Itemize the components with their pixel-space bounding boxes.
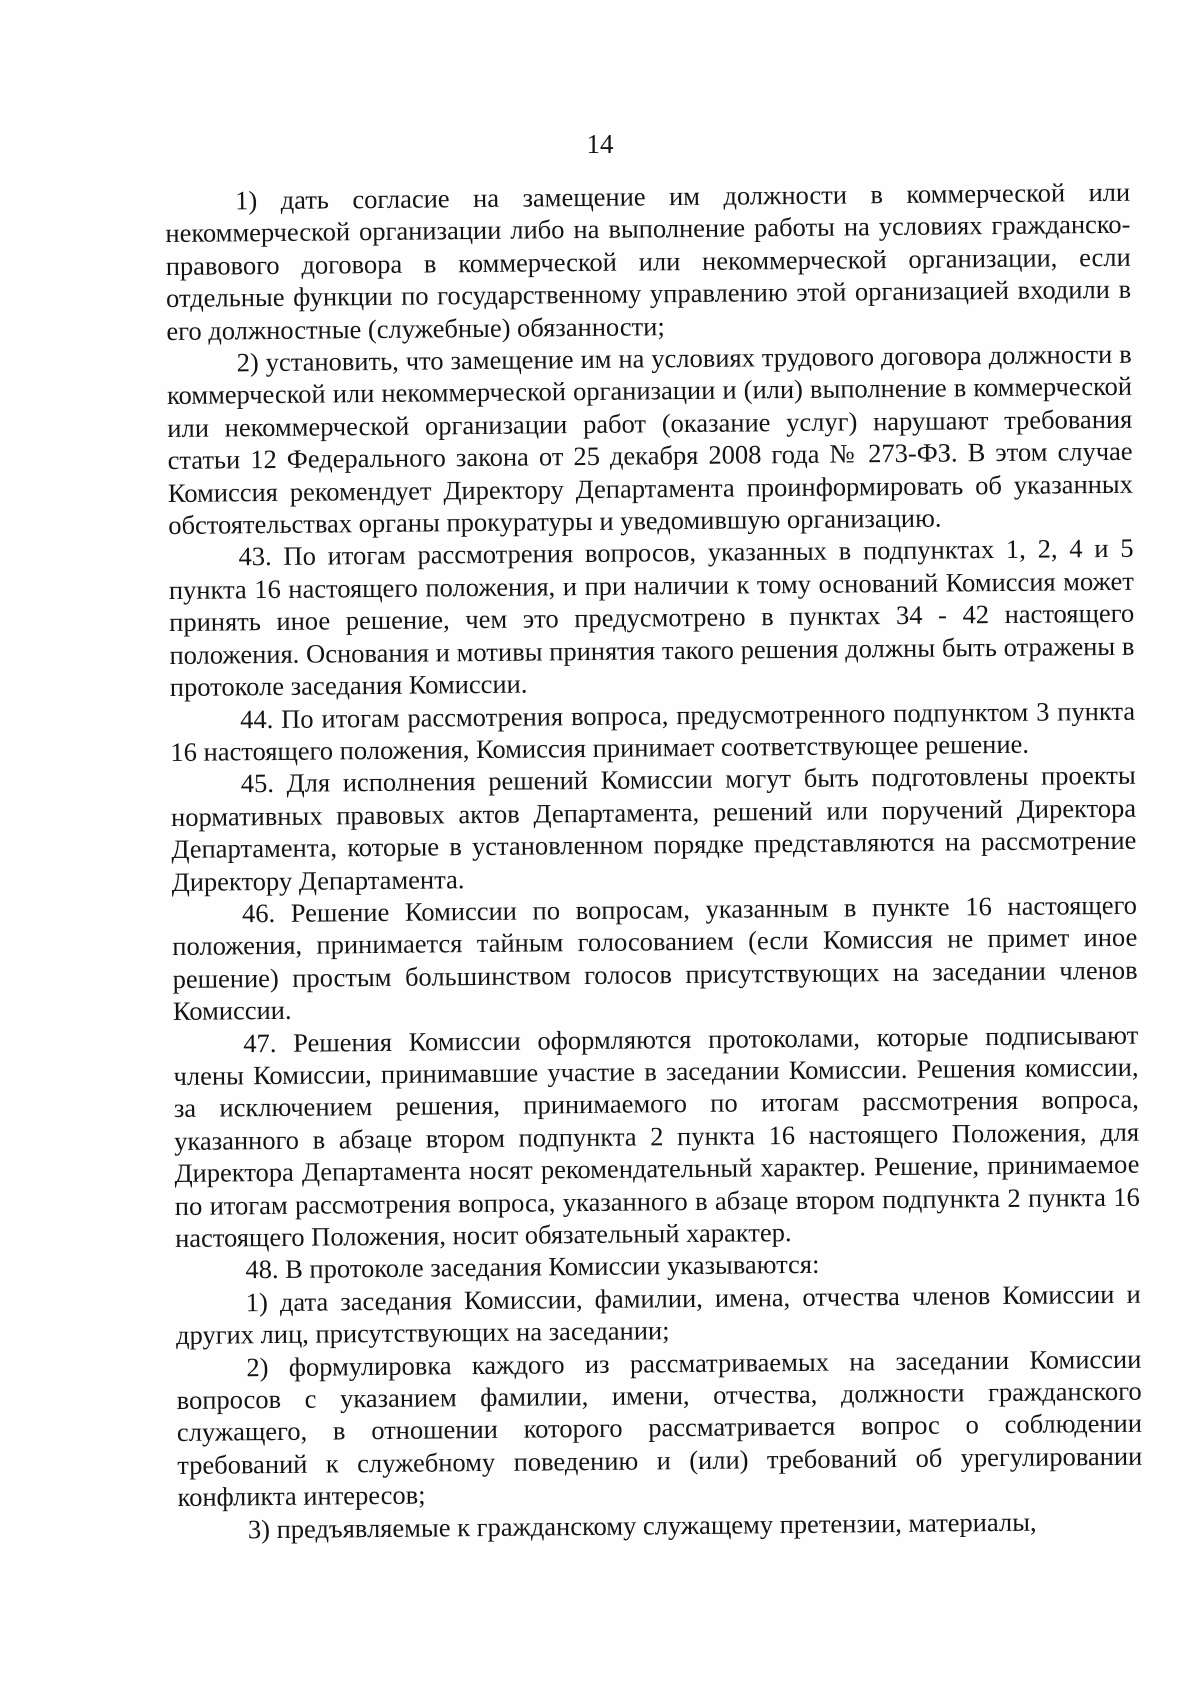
paragraph-47: 47. Решения Комиссии оформляются протоколами, которые подписывают члены Комиссии, принимавшие участие в заседании Комиссии. Решения комиссии, за исключением решения, принимаемого по итогам рассмотрения вопроса, указанного в абзаце втором подпункта 2 пункта 16 настоящего Положения, для Директора Департамента носят рекомендательный характер. Решение, принимаемое по итогам рассмотрения вопроса, указанного в абзаце втором подпункта 2 пункта 16 настоящего Положения, носит обязательный характер. [173, 1019, 1140, 1253]
paragraph-46: 46. Решение Комиссии по вопросам, указанным в пункте 16 настоящего положения, принимается тайным голосованием (если Комиссия не примет иное решение) простым большинством голосов присутствующих на заседании членов Комиссии. [172, 889, 1138, 1027]
paragraph-44: 44. По итогам рассмотрения вопроса, предусмотренного подпунктом 3 пункта 16 настоящего положения, Комиссия принимает соответствующее решение. [170, 695, 1136, 767]
document-body [165, 176, 1143, 1546]
paragraph-48-subpoint-3: 3) предъявляемые к гражданскому служащему претензии, материалы, [247, 1506, 1037, 1544]
paragraph-subpoint-2-establish: 2) установить, что замещение им на условиях трудового договора должности в коммерческой или некоммерческой организации и (или) выполнение в коммерческой или некоммерческой организации работ (оказание услуг) нарушают требования статьи 12 Федерального закона от 25 декабря 2008 года № 273-ФЗ. В этом случае Комиссия рекомендует Директору Департамента проинформировать об указанных обстоятельствах органы прокуратуры и уведомившую организацию. [166, 338, 1134, 541]
paragraph-45: 45. Для исполнения решений Комиссии могут быть подготовлены проекты нормативных правовых актов Департамента, решений или поручений Директора Департамента, которые в установленном порядке представляются на рассмотрение Директору Департамента. [170, 760, 1137, 897]
paragraph-48-subpoint-2: 2) формулировка каждого из рассматриваемых на заседании Комиссии вопросов с указанием фамилии, имени, отчества, должности гражданского служащего, в отношении которого рассматривается вопрос о соблюдении требований к служебному поведению и (или) требований об урегулировании конфликта интересов; [176, 1343, 1143, 1513]
paragraph-48-subpoint-1: 1) дата заседания Комиссии, фамилии, имена, отчества членов Комиссии и других лиц, присутствующих на заседании; [175, 1278, 1141, 1351]
paragraph-48: 48. В протоколе заседания Комиссии указываются: [245, 1249, 820, 1285]
page-number: 14 [586, 129, 614, 159]
paragraph-43: 43. По итогам рассмотрения вопросов, указанных в подпунктах 1, 2, 4 и 5 пункта 16 настоящего положения, и при наличии к тому оснований Комиссия может принять иное решение, чем это предусмотрено в пунктах 34 - 42 настоящего положения. Основания и мотивы принятия такого решения должны быть отражены в протоколе заседания Комиссии. [168, 533, 1135, 703]
paragraph-subpoint-1-consent: 1) дать согласие на замещение им должности в коммерческой или некоммерческой организации либо на выполнение работы на условиях гражданско-правового договора в коммерческой или некоммерческой организации, если отдельные функции по государственному управлению этой организацией входили в его должностные (служебные) обязанности; [165, 176, 1132, 346]
